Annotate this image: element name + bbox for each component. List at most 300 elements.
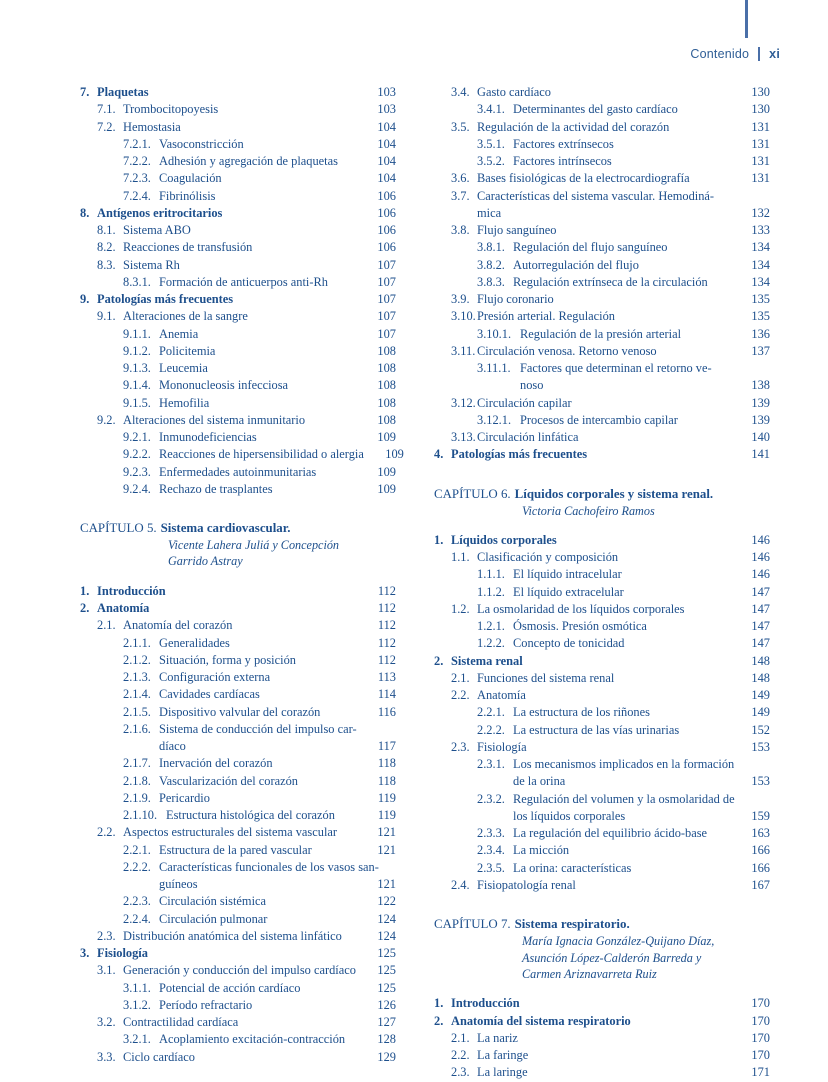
toc-entry[interactable] (123, 859, 396, 876)
toc-entry[interactable] (123, 721, 396, 738)
toc-leader-dots (661, 343, 742, 355)
toc-entry[interactable] (451, 222, 770, 239)
toc-leader-dots (673, 119, 742, 131)
toc-entry[interactable] (477, 136, 770, 153)
toc-page-number: 119 (377, 808, 396, 823)
toc-page-number: 128 (377, 1032, 396, 1047)
toc-entry-title: El líquido intracelular (513, 567, 622, 582)
toc-entry[interactable] (123, 377, 396, 394)
toc-entry-number: 2.3. (97, 928, 116, 943)
toc-entry[interactable] (123, 395, 396, 412)
toc-entry-title: Regulación de la presión arterial (520, 326, 682, 341)
toc-leader-dots (685, 326, 742, 338)
toc-leader-dots (219, 188, 368, 200)
toc-entry[interactable] (477, 239, 770, 256)
toc-leader-dots (195, 222, 368, 234)
toc-entry-number: 2.1.6. (123, 721, 151, 736)
toc-entry-title: La micción (513, 843, 570, 858)
toc-entry-number: 9.2. (97, 412, 116, 427)
toc-entry-number: 2. (80, 601, 90, 616)
toc-entry[interactable] (97, 101, 396, 118)
toc-entry[interactable] (477, 756, 770, 773)
toc-page-number: 147 (751, 619, 770, 634)
chapter-title-line (434, 486, 770, 503)
toc-entry-number: 3.5.1. (477, 136, 505, 151)
toc-page-number: 124 (377, 911, 396, 926)
toc-entry[interactable] (451, 119, 770, 136)
toc-entry[interactable] (451, 395, 770, 412)
toc-page-number: 113 (377, 670, 396, 685)
toc-page-number: 112 (377, 583, 396, 598)
toc-entry[interactable] (97, 412, 396, 429)
toc-entry[interactable] (477, 101, 770, 118)
toc-leader-dots (300, 652, 368, 664)
toc-entry[interactable] (123, 652, 396, 669)
toc-leader-dots (222, 101, 368, 113)
header-accent-rule (745, 0, 748, 38)
toc-leader-dots (618, 136, 742, 148)
toc-entry-number: 2.1.8. (123, 773, 151, 788)
toc-page-number: 119 (377, 790, 396, 805)
toc-entry-number: 3.4. (451, 85, 470, 99)
toc-entry-number: 2.2.4. (123, 911, 151, 926)
toc-entry[interactable] (97, 617, 396, 634)
chapter-heading[interactable] (434, 486, 770, 519)
toc-entry[interactable] (123, 773, 396, 790)
toc-entry[interactable] (123, 669, 396, 686)
toc-entry-title: Patologías más frecuentes (451, 447, 588, 462)
toc-page-number: 166 (751, 843, 770, 858)
toc-entry-title: Introducción (97, 583, 166, 598)
toc-page-number: 170 (751, 996, 770, 1011)
toc-entry[interactable] (477, 360, 770, 377)
toc-entry-number: 2.1. (451, 1030, 470, 1045)
toc-entry[interactable] (434, 1013, 770, 1030)
toc-page-number: 134 (751, 240, 770, 255)
toc-entry-title: Estructura histológica del corazón (166, 808, 335, 823)
toc-entry-title: Período refractario (159, 997, 253, 1012)
toc-entry-number: 8.3. (97, 257, 116, 272)
toc-page-number: 107 (377, 309, 396, 324)
toc-entry[interactable] (451, 1030, 770, 1047)
toc-entry-title: Circulación capilar (477, 395, 572, 410)
toc-entry-title-line1-text: Características funcionales de los vasos san- (159, 859, 379, 874)
toc-leader-dots (626, 566, 742, 578)
toc-entry[interactable] (97, 119, 396, 136)
toc-entry-number: 2.1. (451, 670, 470, 685)
toc-column-left (0, 84, 414, 1082)
toc-entry-continuation[interactable] (520, 377, 770, 394)
toc-entry-title: Sistema renal (451, 653, 523, 668)
toc-entry-number: 3.7. (451, 188, 470, 203)
toc-entry[interactable] (123, 842, 396, 859)
toc-column-right (414, 84, 828, 1082)
toc-entry[interactable] (123, 343, 396, 360)
toc-page-number: 141 (751, 447, 770, 462)
toc-entry[interactable] (97, 824, 396, 841)
toc-entry[interactable] (123, 274, 396, 291)
toc-entry[interactable] (123, 464, 396, 481)
toc-leader-dots (199, 1049, 368, 1061)
toc-entry[interactable] (477, 274, 770, 291)
toc-leader-dots (202, 326, 368, 338)
toc-entry-title: La orina: características (513, 860, 632, 875)
toc-entry-number: 2.2. (451, 688, 470, 703)
toc-entry[interactable] (80, 205, 396, 222)
toc-entry-number: 1. (434, 996, 444, 1011)
toc-entry-title: Anatomía (97, 601, 150, 616)
toc-entry[interactable] (123, 893, 396, 910)
toc-page-number: 148 (751, 653, 770, 668)
toc-leader-dots (213, 395, 368, 407)
toc-entry-title: Inmunodeficiencias (159, 430, 257, 444)
toc-entry[interactable] (123, 170, 396, 187)
toc-entry-title: Hemofilia (159, 395, 210, 410)
toc-entry[interactable] (123, 807, 396, 824)
toc-leader-dots (212, 360, 368, 372)
toc-entry[interactable] (477, 153, 770, 170)
toc-entry[interactable] (123, 188, 396, 205)
toc-entry[interactable] (451, 739, 770, 756)
toc-entry-number: 9.2.2. (123, 447, 151, 462)
toc-page-number: 107 (377, 274, 396, 289)
toc-entry-number: 2.3.3. (477, 826, 505, 841)
toc-entry-title-line1 (159, 721, 396, 738)
toc-leader-dots (320, 464, 368, 476)
toc-entry[interactable] (451, 1047, 770, 1064)
toc-entry[interactable] (477, 584, 770, 601)
toc-page-number: 103 (377, 85, 396, 99)
toc-entry[interactable] (451, 429, 770, 446)
toc-leader-dots (654, 704, 742, 716)
toc-entry[interactable] (97, 1049, 396, 1066)
toc-entry-number: 2.2.1. (123, 842, 151, 857)
toc-page-number: 109 (377, 430, 396, 444)
toc-leader-dots (341, 824, 368, 836)
toc-entry-number: 2.1.7. (123, 756, 151, 771)
toc-entry-number: 2.3. (451, 739, 470, 754)
toc-entry-title: Introducción (451, 996, 520, 1011)
toc-entry[interactable] (97, 222, 396, 239)
toc-entry-continuation[interactable] (513, 808, 770, 825)
toc-entry-title-line1 (477, 188, 770, 205)
toc-entry-title-line1 (159, 859, 396, 876)
toc-page-number: 112 (377, 652, 396, 667)
toc-entry[interactable] (477, 257, 770, 274)
chapter-author-line: Garrido Astray (168, 554, 243, 569)
toc-page-number: 163 (751, 826, 770, 841)
toc-entry-number: 9.1. (97, 309, 116, 324)
toc-entry[interactable] (451, 601, 770, 618)
toc-entry[interactable] (477, 412, 770, 429)
toc-page-number: 153 (751, 739, 770, 754)
toc-entry[interactable] (477, 722, 770, 739)
toc-entry[interactable] (123, 911, 396, 928)
toc-entry-number: 3.8. (451, 223, 470, 237)
chapter-author-line: María Ignacia González-Quijano Díaz, (522, 934, 715, 949)
toc-entry-number: 3.8.1. (477, 240, 505, 255)
toc-entry-number: 3.13. (451, 430, 476, 444)
toc-page-number: 118 (377, 773, 396, 788)
toc-entry-title: Circulación linfática (477, 430, 579, 444)
toc-entry[interactable] (451, 343, 770, 360)
toc-entry-number: 2.3.5. (477, 860, 505, 875)
chapter-title: Sistema respiratorio. (514, 917, 630, 932)
toc-entry[interactable] (451, 1064, 770, 1081)
toc-entry[interactable] (434, 995, 770, 1012)
toc-page-number: 126 (377, 997, 396, 1012)
toc-entry-number: 9.2.4. (123, 481, 151, 496)
toc-entry[interactable] (123, 360, 396, 377)
toc-entry[interactable] (123, 446, 404, 463)
toc-entry[interactable] (97, 962, 396, 979)
toc-entry-number: 1.1. (451, 550, 470, 565)
toc-entry[interactable] (123, 997, 396, 1014)
toc-entry[interactable] (80, 600, 396, 617)
toc-entry[interactable] (451, 170, 770, 187)
toc-entry[interactable] (451, 877, 770, 894)
toc-entry[interactable] (80, 291, 396, 308)
toc-leader-dots (324, 704, 368, 716)
toc-leader-dots (346, 928, 368, 940)
chapter-heading[interactable] (434, 916, 770, 982)
toc-entry[interactable] (123, 429, 396, 446)
toc-entry-title: Determinantes del gasto cardíaco (513, 102, 678, 117)
toc-entry[interactable] (451, 687, 770, 704)
toc-entry-number: 2.2. (451, 1048, 470, 1063)
toc-entry-title: Estructura de la pared vascular (159, 842, 312, 857)
toc-entry[interactable] (97, 257, 396, 274)
toc-leader-dots (561, 222, 742, 234)
toc-entry[interactable] (123, 755, 396, 772)
toc-entry[interactable] (451, 84, 770, 101)
toc-entry-title: Coagulación (159, 171, 222, 186)
toc-entry-title: El líquido extracelular (513, 584, 624, 599)
toc-leader-dots (682, 101, 742, 113)
chapter-heading[interactable] (80, 520, 396, 570)
toc-page-number: 135 (751, 292, 770, 306)
toc-leader-dots (618, 670, 742, 682)
toc-entry-continuation[interactable] (159, 738, 396, 755)
toc-page-number: 104 (377, 136, 396, 151)
toc-leader-dots (277, 481, 368, 493)
toc-entry-title-line1-text: Regulación del volumen y la osmolaridad de (513, 791, 735, 806)
toc-leader-dots (591, 446, 742, 458)
toc-page-number: 137 (751, 343, 770, 358)
toc-entry-title: Anemia (159, 326, 199, 341)
toc-leader-dots (242, 1014, 368, 1026)
toc-entry[interactable] (123, 635, 396, 652)
toc-entry-title-line2: mica (477, 205, 502, 220)
toc-page-number: 107 (377, 257, 396, 272)
toc-page-number: 121 (377, 877, 396, 892)
toc-entry[interactable] (451, 291, 770, 308)
toc-entry-number: 9.1.1. (123, 326, 151, 341)
toc-page-number: 147 (751, 601, 770, 616)
toc-entry[interactable] (123, 326, 396, 343)
toc-entry-number: 9.1.4. (123, 378, 151, 393)
toc-page-number: 146 (751, 567, 770, 582)
toc-entry-number: 2.3.1. (477, 757, 505, 772)
toc-page-number: 108 (377, 343, 396, 358)
toc-entry[interactable] (434, 653, 770, 670)
toc-entry-number: 3.12. (451, 395, 476, 410)
toc-entry-title-line2: de la orina (513, 774, 566, 789)
toc-page-number: 159 (751, 808, 770, 823)
toc-entry[interactable] (477, 842, 770, 859)
toc-leader-dots (368, 446, 376, 458)
toc-entry[interactable] (123, 136, 396, 153)
toc-page-number: 103 (377, 102, 396, 117)
chapter-author-line: Asunción López-Calderón Barreda y (522, 950, 702, 965)
toc-entry-title: La faringe (477, 1048, 529, 1063)
toc-entry-title: Factores intrínsecos (513, 154, 612, 168)
toc-entry-title: Alteraciones de la sangre (123, 309, 248, 324)
toc-entry-number: 2.2.2. (477, 722, 505, 737)
toc-entry[interactable] (80, 84, 396, 101)
toc-page-number: 106 (377, 188, 396, 203)
toc-leader-dots (505, 205, 742, 217)
toc-entry[interactable] (451, 670, 770, 687)
toc-entry[interactable] (451, 188, 770, 205)
toc-entry-number: 1.2.2. (477, 636, 505, 651)
toc-leader-dots (170, 583, 368, 595)
toc-page-number: 146 (751, 550, 770, 565)
toc-entry-continuation[interactable] (477, 205, 770, 222)
toc-entry-title: Circulación sistémica (159, 894, 267, 909)
toc-leader-dots (304, 980, 368, 992)
toc-entry-title: La osmolaridad de los líquidos corporales (477, 601, 685, 616)
toc-entry-number: 2.1.1. (123, 635, 151, 650)
toc-entry-title: Patologías más frecuentes (97, 292, 234, 306)
toc-entry-number: 2.3. (451, 1065, 470, 1080)
toc-entry-title: Líquidos corporales (451, 532, 557, 547)
toc-page-number: 170 (751, 1030, 770, 1045)
toc-entry[interactable] (123, 686, 396, 703)
toc-entry-title: Factores extrínsecos (513, 136, 614, 151)
toc-entry[interactable] (123, 980, 396, 997)
toc-entry-title: Adhesión y agregación de plaquetas (159, 154, 338, 168)
toc-entry[interactable] (123, 790, 396, 807)
toc-leader-dots (628, 584, 742, 596)
toc-entry-title: Fibrinólisis (159, 188, 216, 203)
toc-entry-title: Procesos de intercambio capilar (520, 412, 678, 427)
chapter-label: CAPÍTULO 7. (434, 917, 511, 932)
toc-entry[interactable] (80, 583, 396, 600)
toc-entry[interactable] (123, 1031, 396, 1048)
toc-entry[interactable] (97, 1014, 396, 1031)
toc-entry[interactable] (97, 928, 396, 945)
toc-leader-dots (236, 617, 368, 629)
toc-entry-number: 3.8.2. (477, 257, 505, 272)
toc-entry-number: 9.1.5. (123, 395, 151, 410)
toc-leader-dots (689, 601, 743, 613)
toc-page-number: 134 (751, 274, 770, 289)
toc-page-number: 146 (751, 532, 770, 547)
toc-entry-title: Fisiología (477, 739, 527, 754)
toc-entry-number: 2.2. (97, 825, 116, 840)
toc-page-number: 108 (377, 378, 396, 393)
toc-page-number: 104 (377, 154, 396, 168)
toc-page-number: 136 (751, 326, 770, 341)
toc-leader-dots (619, 308, 742, 320)
toc-page-number: 104 (377, 171, 396, 186)
toc-leader-dots (270, 893, 368, 905)
toc-entry-title: Aspectos estructurales del sistema vascular (123, 825, 338, 840)
toc-entry-title: La estructura de los riñones (513, 705, 650, 720)
toc-entry-number: 1. (80, 583, 90, 598)
toc-leader-dots (712, 274, 742, 286)
toc-page-number: 153 (751, 774, 770, 789)
toc-entry-continuation[interactable] (513, 773, 770, 790)
toc-entry[interactable] (477, 566, 770, 583)
toc-page-number: 133 (751, 223, 770, 237)
toc-page-number: 170 (751, 1013, 770, 1028)
toc-entry[interactable] (477, 326, 770, 343)
toc-leader-dots (339, 807, 368, 819)
toc-entry[interactable] (80, 945, 396, 962)
toc-entry-title: Regulación de la actividad del corazón (477, 119, 670, 134)
toc-entry[interactable] (123, 704, 396, 721)
toc-page-number: 152 (751, 722, 770, 737)
toc-entry-number: 8.1. (97, 223, 116, 237)
toc-page-number: 121 (377, 842, 396, 857)
toc-leader-dots (342, 153, 368, 165)
toc-entry-number: 3.1.2. (123, 997, 151, 1012)
toc-entry-number: 3.1. (97, 963, 116, 978)
toc-entry-number: 3.1.1. (123, 980, 151, 995)
toc-entry[interactable] (97, 239, 396, 256)
toc-entry[interactable] (123, 481, 396, 498)
toc-entry-number: 3.2.1. (123, 1032, 151, 1047)
toc-entry-number: 2.1.4. (123, 687, 151, 702)
toc-entry-title: La estructura de las vías urinarias (513, 722, 680, 737)
toc-entry-title: Bases fisiológicas de la electrocardiografía (477, 171, 690, 186)
toc-entry-continuation[interactable] (159, 876, 396, 893)
toc-leader-dots (576, 395, 742, 407)
toc-leader-dots (616, 153, 742, 165)
toc-entry-number: 3.10. (451, 309, 476, 324)
toc-entry[interactable] (97, 308, 396, 325)
toc-entry[interactable] (477, 704, 770, 721)
chapter-author-line: Victoria Cachofeiro Ramos (522, 503, 655, 518)
toc-entry[interactable] (477, 791, 770, 808)
toc-entry[interactable] (451, 308, 770, 325)
toc-entry[interactable] (434, 446, 770, 463)
toc-leader-dots (252, 308, 368, 320)
toc-entry-title: Funciones del sistema renal (477, 670, 615, 685)
toc-entry-number: 2.1.9. (123, 790, 151, 805)
toc-leader-dots (332, 274, 368, 286)
toc-entry[interactable] (477, 860, 770, 877)
toc-entry-number: 3.4.1. (477, 102, 505, 117)
toc-page-number: 106 (377, 205, 396, 220)
toc-entry[interactable] (477, 825, 770, 842)
toc-entry[interactable] (434, 532, 770, 549)
toc-entry[interactable] (451, 549, 770, 566)
toc-entry-title-line2: noso (520, 378, 544, 393)
toc-entry-title: Ciclo cardíaco (123, 1049, 195, 1064)
toc-entry[interactable] (477, 618, 770, 635)
toc-entry-number: 2.1.10. (123, 808, 158, 823)
toc-leader-dots (527, 653, 742, 665)
chapter-label: CAPÍTULO 6. (434, 486, 511, 501)
toc-entry-number: 9.1.2. (123, 343, 151, 358)
toc-entry[interactable] (477, 635, 770, 652)
toc-entry-title: Distribución anatómica del sistema linfático (123, 928, 342, 943)
toc-entry-number: 3.12.1. (477, 412, 512, 427)
toc-entry[interactable] (123, 153, 396, 170)
